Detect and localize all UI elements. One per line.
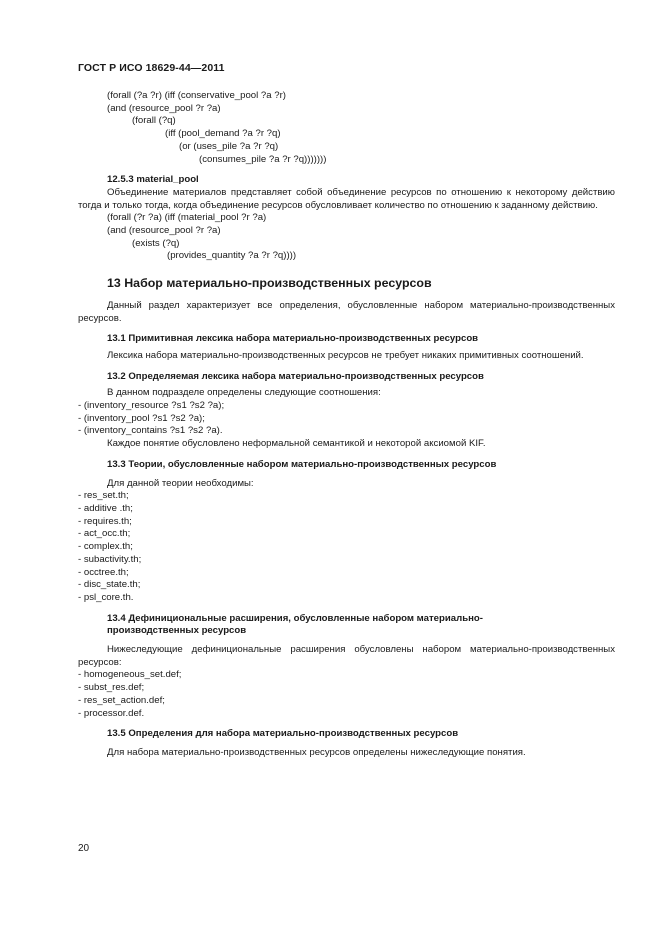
list-item: - complex.th; xyxy=(78,541,133,553)
code-line: (forall (?q) xyxy=(132,115,176,127)
paragraph: В данном подразделе определены следующие соотношения: xyxy=(107,387,381,399)
code-line: (provides_quantity ?a ?r ?q)))) xyxy=(167,250,297,262)
section-heading-13-2: 13.2 Определяемая лексика набора материально-производственных ресурсов xyxy=(107,370,484,382)
section-heading-13-5: 13.5 Определения для набора материально-производственных ресурсов xyxy=(107,728,459,740)
list-item: - subst_res.def; xyxy=(78,682,145,694)
list-item: - subactivity.th; xyxy=(78,553,142,565)
code-line: (or (uses_pile ?a ?r ?q) xyxy=(179,140,279,152)
section-heading-13: 13 Набор материально-производственных ресурсов xyxy=(107,276,432,291)
code-line: (forall (?r ?a) (iff (material_pool ?r ?a) xyxy=(107,212,267,224)
paragraph: Для набора материально-производственных ресурсов определены нижеследующие понятия. xyxy=(107,746,526,758)
list-item: - processor.def. xyxy=(78,707,145,719)
list-item: - res_set.th; xyxy=(78,490,129,502)
paragraph: Данный раздел характеризует все определения, обусловленные набором материально-производственных ресурсов. xyxy=(78,299,615,324)
section-heading-12-5-3: 12.5.3 material_pool xyxy=(107,174,199,186)
list-item: - disc_state.th; xyxy=(78,579,141,591)
code-line: (consumes_pile ?a ?r ?q))))))) xyxy=(199,153,327,165)
list-item: - occtree.th; xyxy=(78,566,129,578)
list-item: - (inventory_resource ?s1 ?s2 ?a); xyxy=(78,400,225,412)
page-number: 20 xyxy=(78,843,90,854)
list-item: - requires.th; xyxy=(78,515,132,527)
paragraph: Нижеследующие дефинициональные расширения обусловлены набором материально-производственных ресурсов: xyxy=(78,644,615,668)
document-header: ГОСТ Р ИСО 18629-44—2011 xyxy=(78,62,225,74)
code-line: (exists (?q) xyxy=(132,237,180,249)
section-heading-13-3: 13.3 Теории, обусловленные набором материально-производственных ресурсов xyxy=(107,458,497,470)
code-line: (and (resource_pool ?r ?a) xyxy=(107,102,221,114)
code-line: (iff (pool_demand ?a ?r ?q) xyxy=(165,128,281,140)
list-item: - (inventory_pool ?s1 ?s2 ?a); xyxy=(78,412,205,424)
list-item: - psl_core.th. xyxy=(78,591,134,603)
paragraph: Каждое понятие обусловлено неформальной семантикой и некоторой аксиомой KIF. xyxy=(107,438,486,450)
paragraph: Лексика набора материально-производственных ресурсов не требует никаких примитивных соотношений. xyxy=(107,349,584,361)
list-item: - additive .th; xyxy=(78,502,133,514)
code-line: (and (resource_pool ?r ?a) xyxy=(107,225,221,237)
paragraph: Для данной теории необходимы: xyxy=(107,477,254,489)
list-item: - (inventory_contains ?s1 ?s2 ?a). xyxy=(78,425,223,437)
document-body xyxy=(78,90,615,760)
list-item: - act_occ.th; xyxy=(78,528,131,540)
section-heading-13-1: 13.1 Примитивная лексика набора материально-производственных ресурсов xyxy=(107,333,479,345)
section-heading-13-4: 13.4 Дефинициональные расширения, обусловленные набором материально- xyxy=(107,612,483,624)
section-heading-13-4-cont: производственных ресурсов xyxy=(107,625,247,637)
list-item: - res_set_action.def; xyxy=(78,694,165,706)
list-item: - homogeneous_set.def; xyxy=(78,669,182,681)
code-line: (forall (?a ?r) (iff (conservative_pool ?a ?r) xyxy=(107,90,286,101)
paragraph: Объединение материалов представляет собой объединение ресурсов по отношению к некоторому действию тогда и только тогда, когда объединение ресурсов обусловливает количество по отношению к заданному действию. xyxy=(78,186,615,211)
